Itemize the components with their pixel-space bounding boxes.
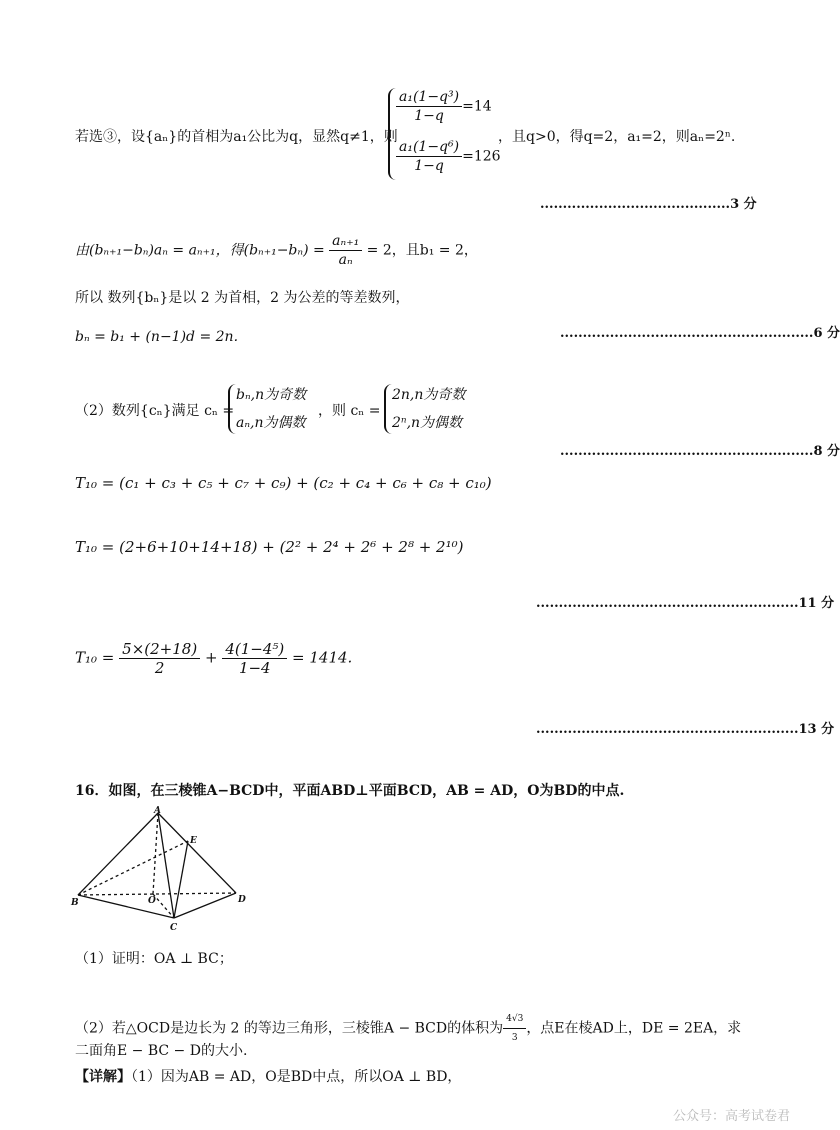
detail-label: 【详解】: [75, 1069, 131, 1085]
sub-question-2: （2）若△OCD是边长为 2 的等边三角形，三棱锥A − BCD的体积为 $\frac{4√3}{3}$ ，点E在棱AD上，DE = 2EA，求: [75, 1010, 741, 1047]
equation-2: $\frac{\text{a₁(1−q⁶)}}{1-q}$ =126: [396, 138, 501, 175]
label-d: D: [238, 895, 246, 905]
label-c: C: [170, 923, 178, 933]
line-b2: 所以 数列{bₙ}是以 2 为首相，2 为公差的等差数列，: [75, 290, 410, 306]
score-6: ........................................................6 分: [560, 326, 840, 341]
sub-question-1: （1）证明：OA ⊥ BC；: [75, 951, 233, 967]
t10-line-3: T₁₀ = $\frac{5\times(2+18)}{2}$ + $\frac{\text{4(1−4⁵)}}{1-4}$ = 1414.: [75, 640, 353, 677]
case-1: bₙ,n为奇数: [236, 387, 307, 403]
case-4: 2ⁿ,n为偶数: [392, 415, 463, 431]
intro-text: 若选③，设{aₙ}的首相为a₁公比为q，显然q≠1，则: [75, 129, 398, 145]
score-11: ..........................................................11 分: [536, 596, 835, 611]
score-13: ..........................................................13 分: [536, 722, 835, 737]
label-e: E: [190, 836, 197, 846]
watermark: 公众号：高考试卷君: [672, 1109, 790, 1124]
line-b1: 由(bₙ₊₁−bₙ)aₙ = aₙ₊₁，得(bₙ₊₁−bₙ) = $\frac{\text{aₙ₊₁}}{\text{aₙ}}$ = 2，且b₁ = 2，: [75, 233, 478, 268]
result-text: ，且q>0，得q=2，a₁=2，则aₙ=2ⁿ.: [498, 129, 736, 145]
sub-question-2-cont: 二面角E − BC − D的大小.: [75, 1043, 248, 1059]
label-a: A: [154, 806, 161, 816]
t10-line-2: T₁₀ = (2+6+10+14+18) + (2² + 2⁴ + 2⁶ + 2⁸ + 2¹⁰): [75, 538, 464, 556]
t10-line-1: T₁₀ = (c₁ + c₃ + c₅ + c₇ + c₉) + (c₂ + c₄ + c₆ + c₈ + c₁₀): [75, 474, 492, 492]
question-16: 16．如图，在三棱锥A−BCD中，平面ABD⊥平面BCD，AB = AD，O为BD的中点.: [75, 783, 625, 799]
equation-1: $\frac{\text{a₁(1−q³)}}{1-q}$ =14: [396, 88, 492, 125]
score-3: ..........................................3 分: [540, 197, 757, 212]
label-o: O: [148, 896, 156, 906]
case-2: aₙ,n为偶数: [236, 415, 306, 431]
part2-mid: ，则 cₙ =: [318, 403, 381, 419]
tetrahedron-figure: [70, 805, 260, 940]
detail-line: 【详解】（1）因为AB = AD，O是BD中点，所以OA ⊥ BD，: [75, 1069, 462, 1085]
score-8: ........................................................8 分: [560, 444, 840, 459]
part2-lead: （2）数列{cₙ}满足 cₙ =: [75, 403, 235, 419]
case-3: 2n,n为奇数: [392, 387, 466, 403]
line-b3: bₙ = b₁ + (n−1)d = 2n.: [75, 329, 239, 345]
label-b: B: [71, 898, 79, 908]
